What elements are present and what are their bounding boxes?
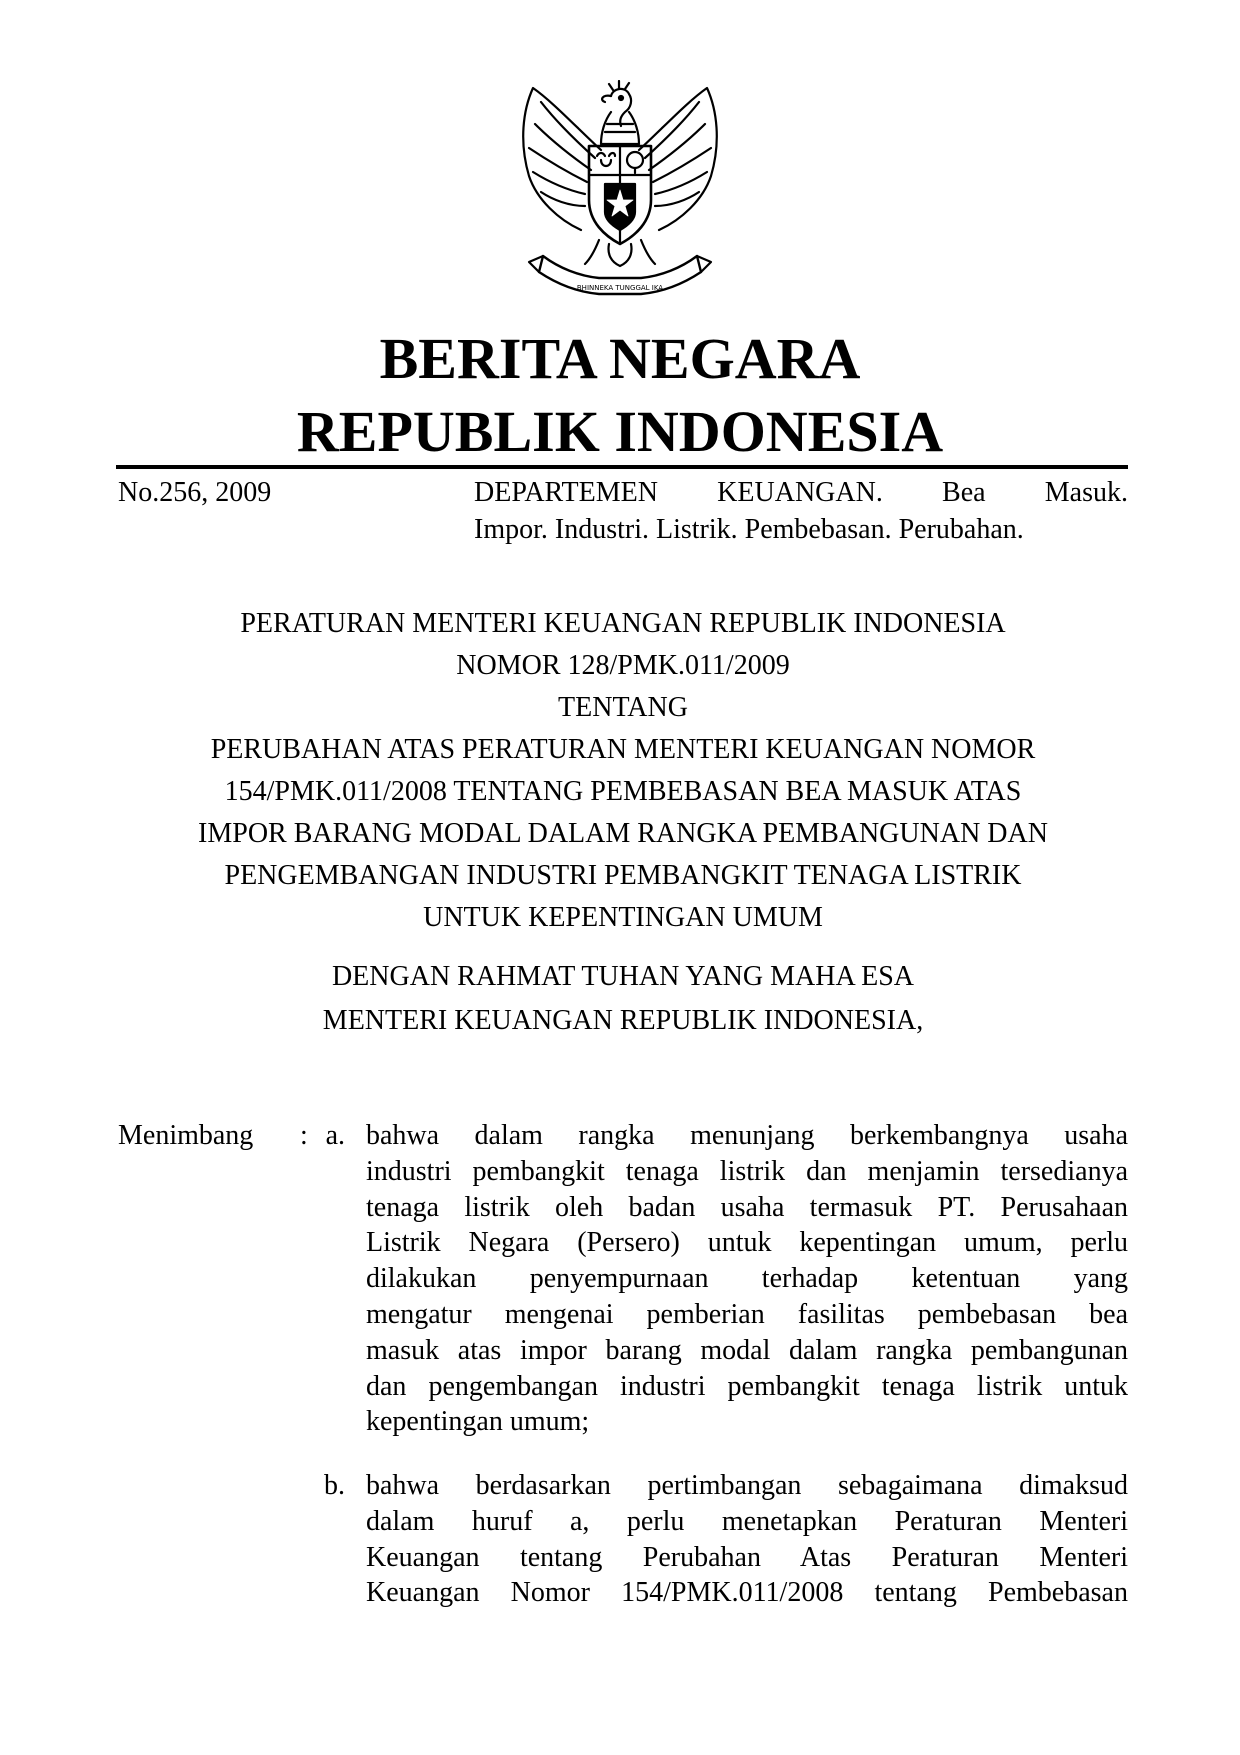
masthead-subtitle: REPUBLIK INDONESIA — [296, 399, 944, 464]
text-line: bahwa berdasarkan pertimbangan sebagaimana dimaksud — [366, 1470, 1128, 1501]
title-line: 154/PMK.011/2008 TENTANG PEMBEBASAN BEA MASUK ATAS — [224, 776, 1022, 807]
item-marker: b. — [324, 1470, 345, 1501]
masthead-divider — [116, 465, 1128, 469]
gazette-number: No.256, 2009 — [118, 477, 272, 508]
text-line: mengatur mengenai pemberian fasilitas pembebasan bea — [366, 1298, 1128, 1330]
category-line: Impor. Industri. Listrik. Pembebasan. Perubahan. — [474, 514, 1024, 545]
title-line: PERUBAHAN ATAS PERATURAN MENTERI KEUANGAN NOMOR — [210, 734, 1036, 765]
text-line: industri pembangkit tenaga listrik dan menjamin tersedianya — [366, 1155, 1128, 1187]
item-marker: a. — [325, 1120, 345, 1151]
text-line: dan pengembangan industri pembangkit tenaga listrik untuk — [366, 1370, 1128, 1402]
preamble-line: DENGAN RAHMAT TUHAN YANG MAHA ESA — [331, 961, 915, 992]
considering-label: Menimbang — [118, 1120, 254, 1151]
text-line: tenaga listrik oleh badan usaha termasuk PT. Perusahaan — [366, 1191, 1128, 1223]
title-line: PERATURAN MENTERI KEUANGAN REPUBLIK INDONESIA — [240, 608, 1006, 639]
text-line: Keuangan Nomor 154/PMK.011/2008 tentang Pembebasan — [366, 1577, 1128, 1609]
svg-text:BHINNEKA TUNGGAL IKA: BHINNEKA TUNGGAL IKA — [576, 284, 664, 292]
masthead-title: BERITA NEGARA — [379, 326, 861, 391]
considering-colon: : — [300, 1120, 308, 1151]
considering-item-a — [366, 1118, 1128, 1440]
gazette-category — [474, 474, 1128, 548]
title-line: IMPOR BARANG MODAL DALAM RANGKA PEMBANGUNAN DAN — [198, 818, 1048, 849]
text-line: masuk atas impor barang modal dalam rangka pembangunan — [366, 1334, 1128, 1366]
text-line: Listrik Negara (Persero) untuk kepentingan umum, perlu — [366, 1227, 1128, 1259]
text-line: bahwa dalam rangka menunjang berkembangnya usaha — [366, 1120, 1128, 1151]
text-line: dalam huruf a, perlu menetapkan Peraturan Menteri — [366, 1505, 1128, 1537]
title-line: NOMOR 128/PMK.011/2009 — [456, 650, 790, 681]
title-line: TENTANG — [558, 692, 688, 723]
title-line: UNTUK KEPENTINGAN UMUM — [423, 902, 823, 933]
title-line: PENGEMBANGAN INDUSTRI PEMBANGKIT TENAGA LISTRIK — [224, 860, 1022, 891]
regulation-title — [118, 603, 1128, 939]
considering-item-b — [366, 1468, 1128, 1611]
text-line: Keuangan tentang Perubahan Atas Peraturan Menteri — [366, 1541, 1128, 1573]
garuda-emblem — [515, 80, 725, 302]
preamble-line: MENTERI KEUANGAN REPUBLIK INDONESIA, — [322, 1005, 924, 1036]
text-line: kepentingan umum; — [366, 1406, 590, 1438]
text-line: dilakukan penyempurnaan terhadap ketentuan yang — [366, 1263, 1128, 1295]
category-line: DEPARTEMEN KEUANGAN. Bea Masuk. — [474, 477, 1128, 508]
grace-preamble — [118, 955, 1128, 1043]
